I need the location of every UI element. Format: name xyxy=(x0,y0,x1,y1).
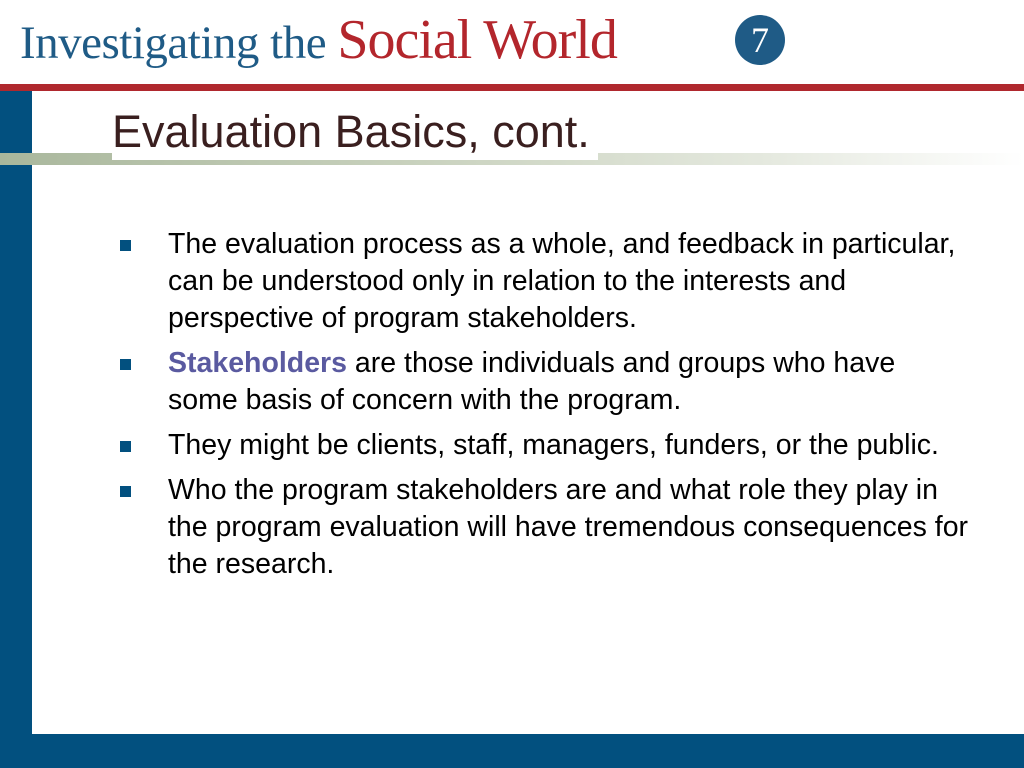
square-bullet-icon xyxy=(120,359,131,370)
square-bullet-icon xyxy=(120,441,131,452)
bullet-item xyxy=(112,345,972,419)
edition-badge: 7 xyxy=(735,15,785,65)
header-banner xyxy=(0,0,1024,86)
bullet-text: are those individuals and groups who have some basis of concern with the program. xyxy=(168,347,896,416)
square-bullet-icon xyxy=(120,486,131,497)
bullet-item xyxy=(112,427,972,464)
bullet-text: The evaluation process as a whole, and feedback in particular, can be understood only in relation to the interests and perspective of program stakeholders. xyxy=(168,228,956,334)
header-divider xyxy=(0,84,1024,91)
bullet-item xyxy=(112,472,972,583)
slide-title: Evaluation Basics, cont. xyxy=(112,104,598,160)
book-title-part2: Social World xyxy=(337,9,617,71)
bullet-text: They might be clients, staff, managers, funders, or the public. xyxy=(168,429,939,461)
bullet-list xyxy=(112,226,972,591)
left-accent-bar xyxy=(0,91,32,768)
bullet-item xyxy=(112,226,972,337)
footer-bar xyxy=(0,734,1024,768)
book-title-logo xyxy=(20,8,617,72)
bullet-text: Who the program stakeholders are and what role they play in the program evaluation will have tremendous consequences for the research. xyxy=(168,474,969,580)
key-term: Stakeholders xyxy=(168,347,347,379)
square-bullet-icon xyxy=(120,240,131,251)
book-title-part1: Investigating the xyxy=(20,17,338,69)
